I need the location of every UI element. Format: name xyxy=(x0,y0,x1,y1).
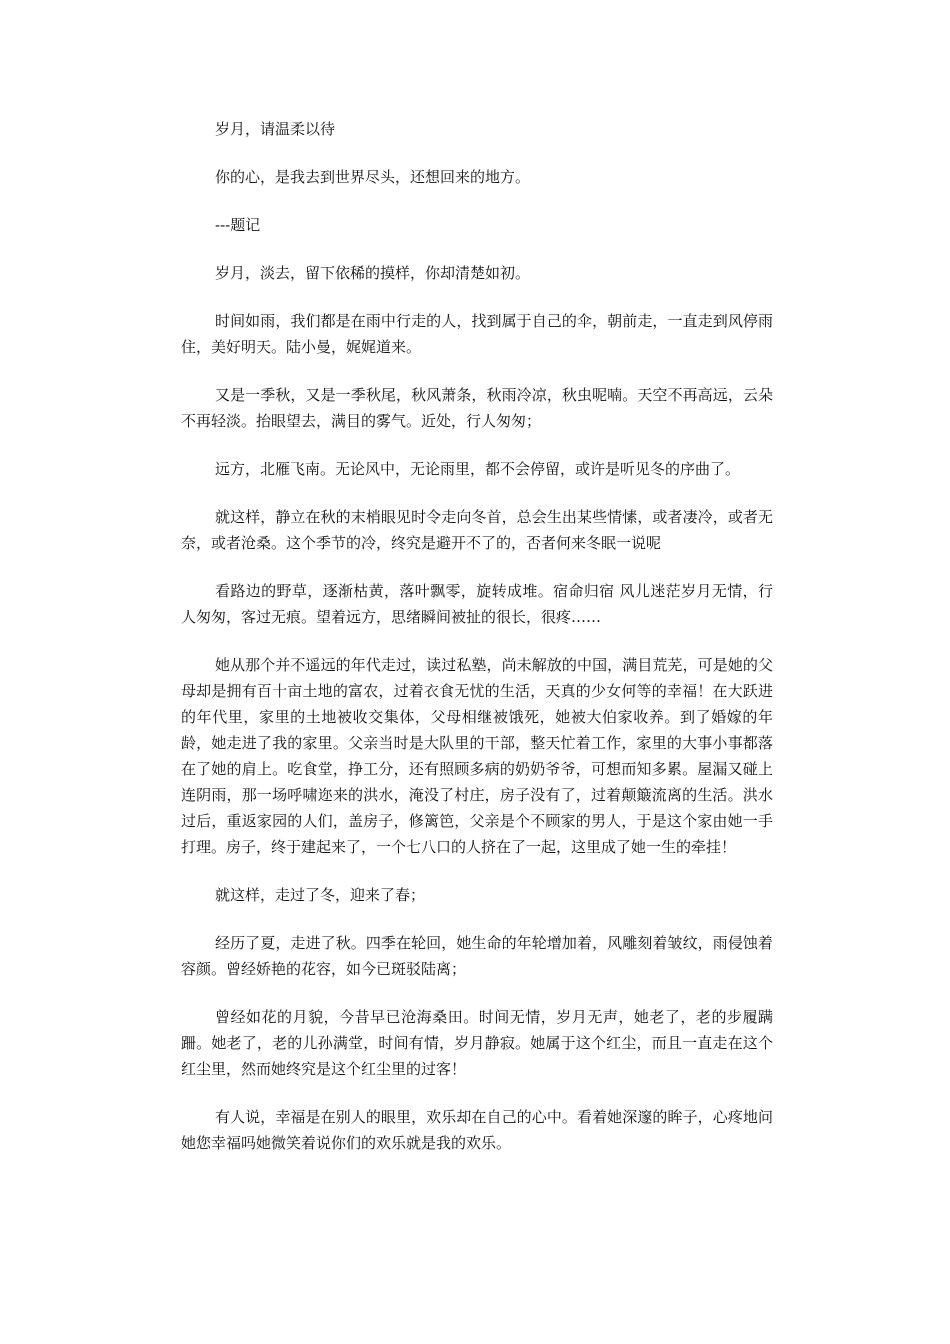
document-body xyxy=(181,116,773,1178)
paragraph-11: 就这样，走过了冬，迎来了春； xyxy=(215,886,426,904)
paragraph-8: 就这样，静立在秋的末梢眼见时令走向冬首，总会生出某些情愫，或者凄冷，或者无奈，或者沧桑。这个季节的冷，终究是避开不了的，否者何来冬眠一说呢 xyxy=(181,508,773,552)
epigraph: 你的心，是我去到世界尽头，还想回来的地方。 xyxy=(215,168,531,186)
paragraph-10: 她从那个并不遥远的年代走过，读过私塾，尚未解放的中国，满目荒芜，可是她的父母却是拥有百十亩土地的富农，过着衣食无忧的生活，天真的少女何等的幸福！在大跃进的年代里，家里的土地被收交集体，父母相继被饿死，她被大伯家收养。到了婚嫁的年龄，她走进了我的家里。父亲当时是大队里的干部，整天忙着工作，家里的大事小事都落在了她的肩上。吃食堂，挣工分，还有照顾多病的奶奶爷爷，可想而知多累。屋漏又碰上连阴雨，那一场呼啸迩来的洪水，淹没了村庄，房子没有了，过着颠簸流离的生活。洪水过后，重返家园的人们，盖房子，修篱笆，父亲是个不顾家的男人，于是这个家由她一手打理。房子，终于建起来了，一个七八口的人挤在了一起，这里成了她一生的牵挂！ xyxy=(181,656,773,856)
paragraph-14: 有人说，幸福是在别人的眼里，欢乐却在自己的心中。看着她深邃的眸子，心疼地问她您幸福吗她微笑着说你们的欢乐就是我的欢乐。 xyxy=(181,1108,773,1152)
epigraph-attribution: ---题记 xyxy=(215,216,261,234)
paragraph-5: 时间如雨，我们都是在雨中行走的人，找到属于自己的伞，朝前走，一直走到风停雨住，美好明天。陆小曼，娓娓道来。 xyxy=(181,312,773,356)
paragraph-6: 又是一季秋，又是一季秋尾，秋风萧条，秋雨冷凉，秋虫呢喃。天空不再高远，云朵不再轻淡。抬眼望去，满目的雾气。近处，行人匆匆； xyxy=(181,386,773,430)
paragraph-12: 经历了夏，走进了秋。四季在轮回，她生命的年轮增加着，风雕刻着皱纹，雨侵蚀着容颜。曾经娇艳的花容，如今已斑驳陆离； xyxy=(181,934,773,978)
essay-title: 岁月，请温柔以待 xyxy=(215,120,336,138)
paragraph-7: 远方，北雁飞南。无论风中，无论雨里，都不会停留，或许是听见冬的序曲了。 xyxy=(215,460,741,478)
paragraph-13: 曾经如花的月貌，今昔早已沧海桑田。时间无情，岁月无声，她老了，老的步履蹒跚。她老了，老的儿孙满堂，时间有情，岁月静寂。她属于这个红尘，而且一直走在这个红尘里，然而她终究是这个红尘里的过客！ xyxy=(181,1008,773,1078)
paragraph-9: 看路边的野草，逐渐枯黄，落叶飘零，旋转成堆。宿命归宿 风儿迷茫岁月无情，行人匆匆，客过无痕。望着远方，思绪瞬间被扯的很长，很疼…… xyxy=(181,582,773,626)
paragraph-4: 岁月，淡去，留下依稀的摸样，你却清楚如初。 xyxy=(215,264,531,282)
